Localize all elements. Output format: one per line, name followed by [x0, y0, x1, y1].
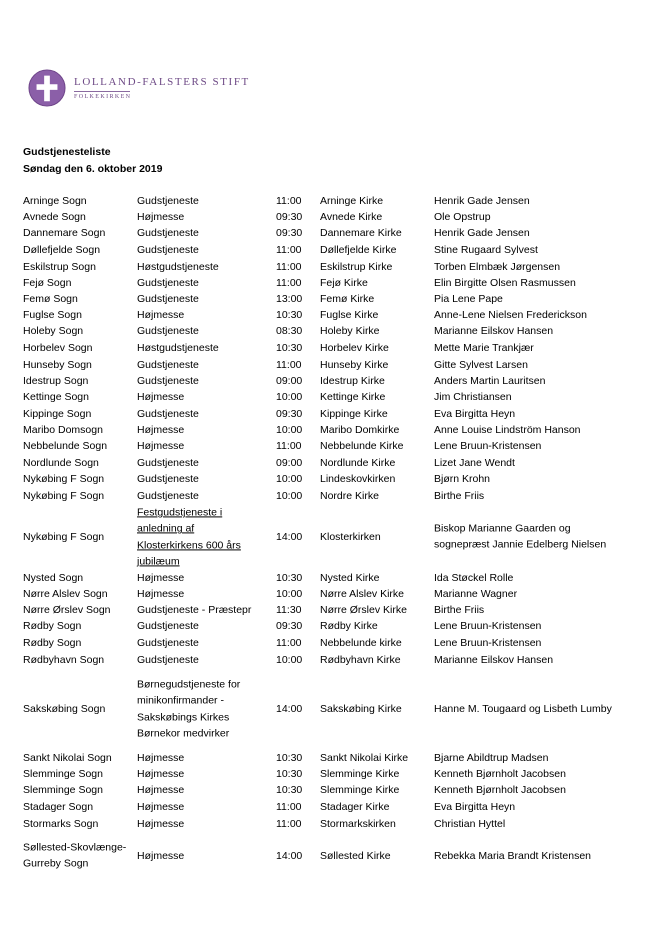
- service-church: Femø Kirke: [320, 292, 375, 305]
- service-priest: Anne Louise Lindström Hanson: [434, 423, 581, 436]
- service-parish: Holeby Sogn: [23, 324, 84, 337]
- document-title: Gudstjenesteliste: [23, 146, 111, 158]
- logo-name: LOLLAND-FALSTERS STIFT: [74, 76, 250, 88]
- service-parish: Stormarks Sogn: [23, 817, 99, 830]
- service-type: Gudstjeneste: [137, 324, 199, 337]
- service-priest: Ole Opstrup: [434, 210, 491, 223]
- service-priest: Pia Lene Pape: [434, 292, 503, 305]
- service-church: Nebbelunde kirke: [320, 636, 402, 649]
- service-time: 10:30: [276, 341, 303, 354]
- service-type: Gudstjeneste: [137, 636, 199, 649]
- service-church: Idestrup Kirke: [320, 374, 385, 387]
- service-parish: Rødby Sogn: [23, 636, 82, 649]
- service-parish: Rødby Sogn: [23, 619, 82, 632]
- service-type: Gudstjeneste: [137, 374, 199, 387]
- service-parish: Stadager Sogn: [23, 800, 94, 813]
- service-church: Nysted Kirke: [320, 571, 380, 584]
- service-parish: Eskilstrup Sogn: [23, 260, 96, 273]
- service-priest: Lene Bruun-Kristensen: [434, 439, 542, 452]
- service-church: Holeby Kirke: [320, 324, 380, 337]
- service-parish: Slemminge Sogn: [23, 767, 103, 780]
- service-church: Kettinge Kirke: [320, 390, 386, 403]
- service-priest: Christian Hyttel: [434, 817, 506, 830]
- service-time: 14:00: [276, 530, 303, 543]
- service-type: Gudstjeneste: [137, 472, 199, 485]
- service-type: Gudstjeneste: [137, 358, 199, 371]
- service-parish: Nysted Sogn: [23, 571, 84, 584]
- service-parish: Nebbelunde Sogn: [23, 439, 108, 452]
- service-church: Eskilstrup Kirke: [320, 260, 393, 273]
- service-church: Stormarkskirken: [320, 817, 396, 830]
- service-priest: Birthe Friis: [434, 489, 485, 502]
- service-church: Døllefjelde Kirke: [320, 243, 397, 256]
- service-time: 09:00: [276, 456, 303, 469]
- service-time: 09:00: [276, 374, 303, 387]
- service-type: Højmesse: [137, 767, 185, 780]
- service-priest: Eva Birgitta Heyn: [434, 800, 516, 813]
- service-parish: Nykøbing F Sogn: [23, 530, 105, 543]
- service-church: Nebbelunde Kirke: [320, 439, 404, 452]
- service-type: Højmesse: [137, 423, 185, 436]
- service-church: Stadager Kirke: [320, 800, 390, 813]
- service-priest: Hanne M. Tougaard og Lisbeth Lumby: [434, 702, 612, 715]
- service-type: Højmesse: [137, 849, 185, 862]
- service-parish: Rødbyhavn Sogn: [23, 653, 105, 666]
- service-time: 09:30: [276, 619, 303, 632]
- service-time: 11:30: [276, 603, 302, 616]
- service-parish: Nørre Alslev Sogn: [23, 587, 108, 600]
- service-church: Sankt Nikolai Kirke: [320, 751, 409, 764]
- service-time: 10:00: [276, 390, 303, 403]
- service-priest: Marianne Eilskov Hansen: [434, 653, 554, 666]
- document-date: Søndag den 6. oktober 2019: [23, 163, 163, 175]
- service-parish: Maribo Domsogn: [23, 423, 103, 436]
- service-type: Gudstjeneste: [137, 276, 199, 289]
- service-type: Gudstjeneste: [137, 292, 199, 305]
- service-priest: Lene Bruun-Kristensen: [434, 636, 542, 649]
- service-church: Avnede Kirke: [320, 210, 383, 223]
- service-type: Høstgudstjeneste: [137, 341, 219, 354]
- service-type: Gudstjeneste: [137, 407, 199, 420]
- service-time: 10:00: [276, 653, 303, 666]
- service-parish: Sakskøbing Sogn: [23, 702, 106, 715]
- service-priest: Lene Bruun-Kristensen: [434, 619, 542, 632]
- service-parish: Døllefjelde Sogn: [23, 243, 101, 256]
- service-priest: Anders Martin Lauritsen: [434, 374, 546, 387]
- service-parish: Kippinge Sogn: [23, 407, 92, 420]
- service-parish: Arninge Sogn: [23, 194, 87, 207]
- service-time: 09:30: [276, 407, 303, 420]
- service-parish: Sankt Nikolai Sogn: [23, 751, 112, 764]
- service-time: 14:00: [276, 849, 303, 862]
- service-priest: Henrik Gade Jensen: [434, 226, 530, 239]
- service-type: Gudstjeneste: [137, 619, 199, 632]
- service-church: Fuglse Kirke: [320, 308, 379, 321]
- service-parish: Femø Sogn: [23, 292, 78, 305]
- service-type: Festgudstjeneste i anledning af Klosterkirkens 600 års jubilæum: [137, 506, 241, 568]
- service-parish: Fuglse Sogn: [23, 308, 82, 321]
- service-priest: Mette Marie Trankjær: [434, 341, 534, 354]
- service-church: Maribo Domkirke: [320, 423, 400, 436]
- service-time: 11:00: [276, 260, 302, 273]
- service-priest: Lizet Jane Wendt: [434, 456, 515, 469]
- service-parish: Hunseby Sogn: [23, 358, 92, 371]
- service-time: 10:30: [276, 571, 303, 584]
- service-priest: Gitte Sylvest Larsen: [434, 358, 528, 371]
- service-church: Klosterkirken: [320, 530, 381, 543]
- service-priest: Jim Christiansen: [434, 390, 512, 403]
- service-type: Gudstjeneste: [137, 243, 199, 256]
- service-time: 11:00: [276, 276, 302, 289]
- service-priest: Elin Birgitte Olsen Rasmussen: [434, 276, 576, 289]
- service-time: 10:30: [276, 308, 303, 321]
- service-time: 11:00: [276, 194, 302, 207]
- service-priest: Kenneth Bjørnholt Jacobsen: [434, 767, 566, 780]
- service-type: Højmesse: [137, 817, 185, 830]
- service-time: 08:30: [276, 324, 303, 337]
- service-parish: Idestrup Sogn: [23, 374, 89, 387]
- service-parish: Nordlunde Sogn: [23, 456, 99, 469]
- service-type: Gudstjeneste - Præstepr: [137, 603, 252, 616]
- service-parish: Nørre Ørslev Sogn: [23, 603, 111, 616]
- service-priest: Eva Birgitta Heyn: [434, 407, 516, 420]
- service-type: Gudstjeneste: [137, 226, 199, 239]
- service-priest: Birthe Friis: [434, 603, 485, 616]
- service-priest: Biskop Marianne Gaarden og sognepræst Jannie Edelberg Nielsen: [434, 522, 607, 551]
- service-time: 11:00: [276, 800, 302, 813]
- service-church: Kippinge Kirke: [320, 407, 388, 420]
- service-type: Højmesse: [137, 308, 185, 321]
- service-type: Gudstjeneste: [137, 653, 199, 666]
- service-church: Nørre Ørslev Kirke: [320, 603, 407, 616]
- service-time: 10:30: [276, 767, 303, 780]
- service-parish: Dannemare Sogn: [23, 226, 106, 239]
- service-type: Gudstjeneste: [137, 489, 199, 502]
- service-church: Nordlunde Kirke: [320, 456, 396, 469]
- service-time: 10:30: [276, 783, 303, 796]
- service-time: 11:00: [276, 636, 302, 649]
- service-church: Fejø Kirke: [320, 276, 368, 289]
- service-time: 10:30: [276, 751, 303, 764]
- service-type: Børnegudstjeneste for minikonfirmander - Sakskøbings Kirkes Børnekor medvirker: [137, 678, 241, 740]
- service-parish: Avnede Sogn: [23, 210, 86, 223]
- service-time: 10:00: [276, 423, 303, 436]
- service-time: 11:00: [276, 358, 302, 371]
- service-church: Søllested Kirke: [320, 849, 391, 862]
- service-type: Højmesse: [137, 439, 185, 452]
- service-priest: Rebekka Maria Brandt Kristensen: [434, 849, 591, 862]
- service-church: Rødbyhavn Kirke: [320, 653, 401, 666]
- service-priest: Kenneth Bjørnholt Jacobsen: [434, 783, 566, 796]
- service-priest: Bjørn Krohn: [434, 472, 491, 485]
- service-church: Lindeskovkirken: [320, 472, 396, 485]
- service-parish: Horbelev Sogn: [23, 341, 93, 354]
- service-type: Gudstjeneste: [137, 194, 199, 207]
- service-parish: Nykøbing F Sogn: [23, 489, 105, 502]
- service-church: Dannemare Kirke: [320, 226, 402, 239]
- service-time: 10:00: [276, 489, 303, 502]
- service-type: Højmesse: [137, 783, 185, 796]
- service-priest: Stine Rugaard Sylvest: [434, 243, 538, 256]
- service-time: 11:00: [276, 243, 302, 256]
- service-parish: Fejø Sogn: [23, 276, 72, 289]
- service-type: Højmesse: [137, 571, 185, 584]
- service-church: Arninge Kirke: [320, 194, 384, 207]
- service-priest: Marianne Eilskov Hansen: [434, 324, 554, 337]
- service-church: Nordre Kirke: [320, 489, 379, 502]
- service-type: Højmesse: [137, 390, 185, 403]
- service-type: Højmesse: [137, 210, 185, 223]
- service-time: 09:30: [276, 210, 303, 223]
- service-time: 10:00: [276, 472, 303, 485]
- service-time: 11:00: [276, 439, 302, 452]
- service-time: 11:00: [276, 817, 302, 830]
- service-type: Højmesse: [137, 751, 185, 764]
- service-time: 14:00: [276, 702, 303, 715]
- service-church: Sakskøbing Kirke: [320, 702, 402, 715]
- service-time: 13:00: [276, 292, 303, 305]
- service-time: 09:30: [276, 226, 303, 239]
- logo-subtitle: FOLKEKIRKEN: [74, 91, 130, 100]
- service-church: Hunseby Kirke: [320, 358, 389, 371]
- service-priest: Marianne Wagner: [434, 587, 518, 600]
- service-priest: Anne-Lene Nielsen Frederickson: [434, 308, 587, 321]
- service-parish: Nykøbing F Sogn: [23, 472, 105, 485]
- service-church: Horbelev Kirke: [320, 341, 389, 354]
- service-type: Højmesse: [137, 800, 185, 813]
- service-priest: Henrik Gade Jensen: [434, 194, 530, 207]
- service-parish: Slemminge Sogn: [23, 783, 103, 796]
- service-priest: Bjarne Abildtrup Madsen: [434, 751, 549, 764]
- service-priest: Ida Støckel Rolle: [434, 571, 514, 584]
- service-church: Slemminge Kirke: [320, 767, 400, 780]
- service-priest: Torben Elmbæk Jørgensen: [434, 260, 561, 273]
- service-type: Gudstjeneste: [137, 456, 199, 469]
- service-church: Nørre Alslev Kirke: [320, 587, 405, 600]
- service-parish: Søllested-Skovlænge- Gurreby Sogn: [23, 841, 127, 870]
- service-type: Højmesse: [137, 587, 185, 600]
- service-parish: Kettinge Sogn: [23, 390, 89, 403]
- service-time: 10:00: [276, 587, 303, 600]
- service-type: Høstgudstjeneste: [137, 260, 219, 273]
- service-church: Rødby Kirke: [320, 619, 378, 632]
- service-church: Slemminge Kirke: [320, 783, 400, 796]
